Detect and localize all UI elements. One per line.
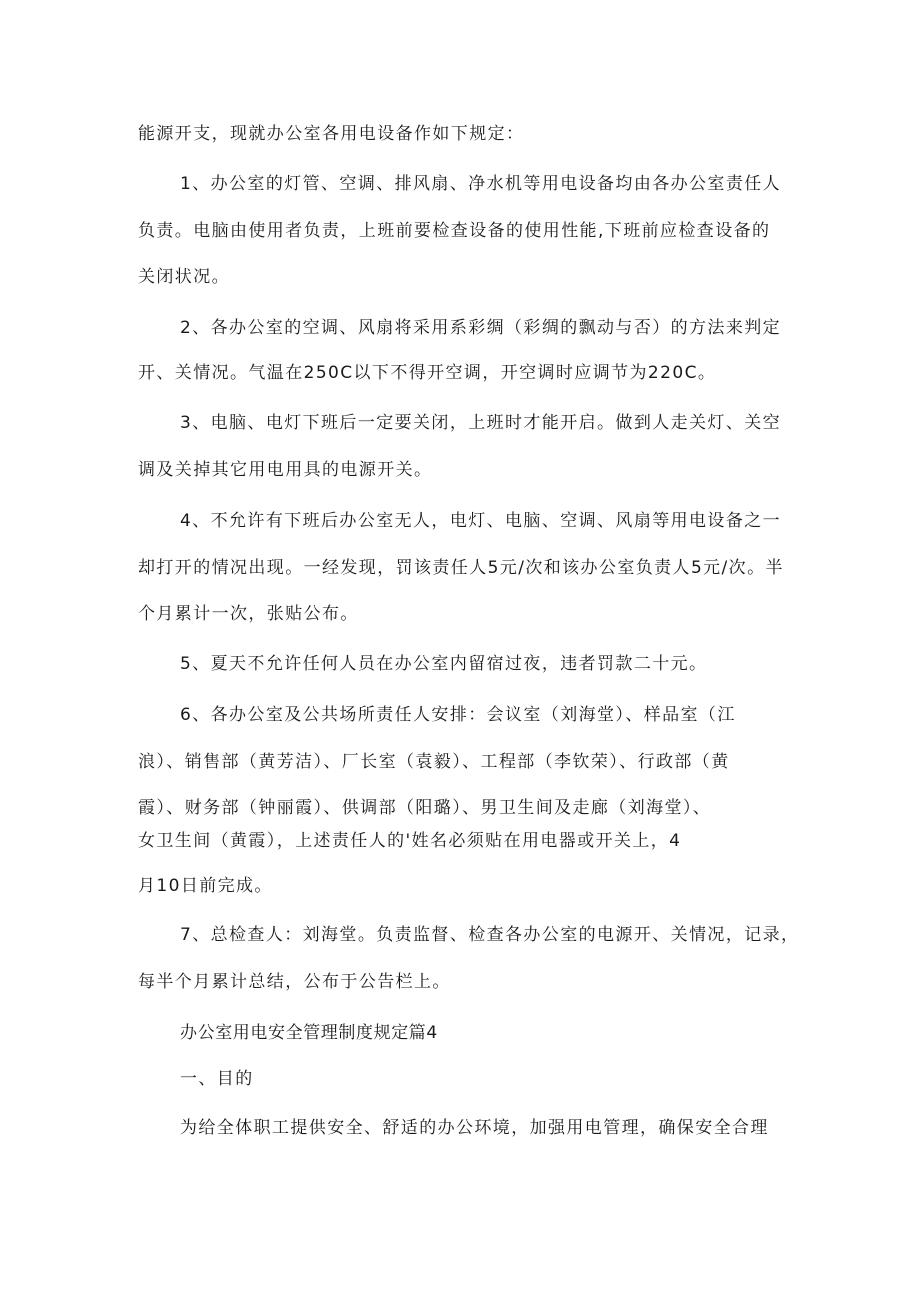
rule-3-line-1: 3、电脑、电灯下班后一定要关闭，上班时才能开启。做到人走关灯、关空 (180, 413, 782, 433)
rule-4-line-1: 4、不允许有下班后办公室无人，电灯、电脑、空调、风扇等用电设备之一 (180, 511, 782, 531)
rule-4-line-2: 却打开的情况出现。一经发现，罚该责任人5元/次和该办公室负责人5元/次。半 (138, 558, 784, 578)
rule-1-line-2: 负责。电脑由使用者负责，上班前要检查设备的使用性能,下班前应检查设备的 (138, 221, 771, 241)
rule-7-line-2: 每半个月累计总结，公布于公告栏上。 (138, 972, 451, 992)
rule-1-line-1: 1、办公室的灯管、空调、排风扇、净水机等用电设备均由各办公室责任人 (180, 174, 782, 194)
subsection-heading: 一、目的 (180, 1069, 254, 1089)
rule-1-line-3: 关闭状况。 (138, 267, 230, 287)
rule-4-line-3: 个月累计一次，张贴公布。 (138, 604, 359, 624)
purpose-line-1: 为给全体职工提供安全、舒适的办公环境，加强用电管理，确保安全合理 (180, 1118, 769, 1138)
rule-6-line-3: 霞）、财务部（钟丽霞）、供调部（阳璐）、男卫生间及走廊（刘海堂）、 (138, 798, 712, 818)
rule-6-line-5: 月10日前完成。 (138, 876, 273, 896)
rule-6-line-4: 女卫生间（黄霞），上述责任人的'姓名必须贴在用电器或开关上，4 (138, 831, 682, 851)
rule-3-line-2: 调及关掉其它用电用具的电源开关。 (138, 460, 433, 480)
rule-7-line-1: 7、总检查人：刘海堂。负责监督、检查各办公室的电源开、关情况，记录， (180, 925, 800, 945)
rule-6-line-2: 浪）、销售部（黄芳洁）、厂长室（袁毅）、工程部（李钦荣）、行政部（黄 (138, 752, 730, 772)
rule-2-line-1: 2、各办公室的空调、风扇将采用系彩绸（彩绸的飘动与否）的方法来判定 (180, 318, 782, 338)
rule-5-line-1: 5、夏天不允许任何人员在办公室内留宿过夜，违者罚款二十元。 (180, 654, 708, 674)
rule-2-line-2: 开、关情况。气温在250C以下不得开空调，开空调时应调节为220C。 (138, 363, 717, 383)
rule-6-line-1: 6、各办公室及公共场所责任人安排：会议室（刘海堂）、样品室（江 (180, 705, 736, 725)
text-line-intro: 能源开支，现就办公室各用电设备作如下规定： (138, 124, 525, 144)
section-heading: 办公室用电安全管理制度规定篇4 (180, 1023, 438, 1043)
